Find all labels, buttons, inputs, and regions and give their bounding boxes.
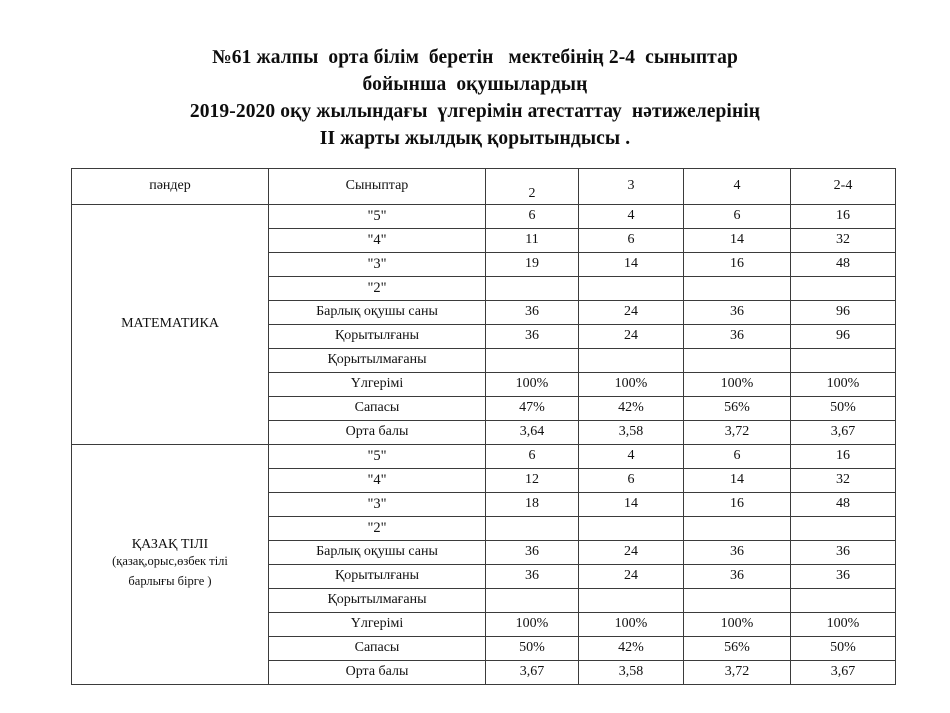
data-cell [791, 589, 896, 613]
row-label-cell: "2" [269, 517, 486, 541]
data-cell: 6 [486, 445, 579, 469]
data-cell: 32 [791, 229, 896, 253]
table-header-row [72, 169, 896, 205]
data-cell: 6 [579, 469, 684, 493]
title-line-1: №61 жалпы орта білім беретін мектебінің 2-4 сыныптар [212, 47, 738, 68]
title-line-3: 2019-2020 оқу жылындағы үлгерімін атестаттау нәтижелерінің [189, 101, 761, 122]
results-table-container [71, 168, 895, 685]
header-cell-class-2: 2 [486, 169, 579, 205]
row-label-cell: "5" [269, 445, 486, 469]
row-label-cell: Барлық оқушы саны [269, 301, 486, 325]
row-label-cell: Қорытылмағаны [269, 589, 486, 613]
row-label-cell: Үлгерімі [269, 373, 486, 397]
data-cell [791, 517, 896, 541]
data-cell: 96 [791, 325, 896, 349]
data-cell: 36 [791, 541, 896, 565]
data-cell: 3,58 [579, 421, 684, 445]
data-cell: 6 [684, 445, 791, 469]
data-cell: 3,58 [579, 661, 684, 685]
data-cell: 36 [486, 541, 579, 565]
header-cell-class-2-4: 2-4 [791, 169, 896, 205]
data-cell: 100% [684, 373, 791, 397]
data-cell [486, 589, 579, 613]
row-label-cell: Орта балы [269, 661, 486, 685]
row-label-cell: Сапасы [269, 397, 486, 421]
data-cell: 4 [579, 205, 684, 229]
data-cell: 36 [791, 565, 896, 589]
data-cell: 6 [579, 229, 684, 253]
header-cell-classes: Сыныптар [269, 169, 486, 205]
data-cell [579, 517, 684, 541]
document-title [0, 44, 950, 152]
data-cell [684, 349, 791, 373]
title-line-4: II жарты жылдық қорытындысы . [319, 128, 631, 149]
data-cell: 42% [579, 397, 684, 421]
data-cell [791, 349, 896, 373]
data-cell: 16 [791, 445, 896, 469]
data-cell: 36 [486, 565, 579, 589]
row-label-cell: "4" [269, 469, 486, 493]
data-cell: 4 [579, 445, 684, 469]
data-cell [684, 589, 791, 613]
table-row [72, 205, 896, 229]
data-cell: 50% [791, 637, 896, 661]
data-cell: 100% [579, 373, 684, 397]
row-label-cell: Үлгерімі [269, 613, 486, 637]
data-cell: 14 [684, 229, 791, 253]
row-label-cell: Барлық оқушы саны [269, 541, 486, 565]
row-label-cell: Орта балы [269, 421, 486, 445]
table-row [72, 445, 896, 469]
data-cell: 36 [684, 565, 791, 589]
row-label-cell: Қорытылмағаны [269, 349, 486, 373]
data-cell: 32 [791, 469, 896, 493]
data-cell: 11 [486, 229, 579, 253]
row-label-cell: "3" [269, 253, 486, 277]
row-label-cell: Қорытылғаны [269, 565, 486, 589]
data-cell: 14 [579, 493, 684, 517]
data-cell [579, 277, 684, 301]
data-cell [486, 517, 579, 541]
data-cell: 100% [791, 613, 896, 637]
data-cell: 36 [684, 325, 791, 349]
data-cell: 14 [684, 469, 791, 493]
data-cell: 3,67 [791, 421, 896, 445]
subject-subtitle-line-1: (қазақ,орыс,өзбек тілі [112, 554, 228, 569]
row-label-cell: "5" [269, 205, 486, 229]
data-cell: 6 [486, 205, 579, 229]
data-cell: 3,64 [486, 421, 579, 445]
data-cell: 3,72 [684, 421, 791, 445]
data-cell: 47% [486, 397, 579, 421]
data-cell: 56% [684, 637, 791, 661]
data-cell: 36 [486, 301, 579, 325]
data-cell [791, 277, 896, 301]
data-cell: 16 [684, 253, 791, 277]
data-cell: 100% [791, 373, 896, 397]
data-cell: 24 [579, 301, 684, 325]
data-cell: 12 [486, 469, 579, 493]
data-cell: 16 [791, 205, 896, 229]
data-cell: 36 [684, 541, 791, 565]
row-label-cell: "4" [269, 229, 486, 253]
subject-cell [72, 205, 269, 445]
row-label-cell: Сапасы [269, 637, 486, 661]
data-cell [684, 517, 791, 541]
data-cell: 48 [791, 253, 896, 277]
data-cell: 3,67 [791, 661, 896, 685]
data-cell [486, 349, 579, 373]
data-cell: 100% [579, 613, 684, 637]
data-cell [684, 277, 791, 301]
data-cell: 16 [684, 493, 791, 517]
data-cell: 48 [791, 493, 896, 517]
header-cell-subject: пәндер [72, 169, 269, 205]
data-cell: 19 [486, 253, 579, 277]
data-cell: 14 [579, 253, 684, 277]
title-line-2: бойынша оқушылардың [362, 74, 588, 95]
data-cell: 24 [579, 565, 684, 589]
data-cell: 42% [579, 637, 684, 661]
data-cell: 3,67 [486, 661, 579, 685]
header-cell-class-3: 3 [579, 169, 684, 205]
data-cell: 100% [486, 613, 579, 637]
subject-cell [72, 445, 269, 685]
row-label-cell: "2" [269, 277, 486, 301]
data-cell: 50% [791, 397, 896, 421]
data-cell: 56% [684, 397, 791, 421]
subject-name: ҚАЗАҚ ТІЛІ [131, 536, 209, 552]
data-cell [579, 349, 684, 373]
subject-subtitle-line-2: барлығы бірге ) [128, 573, 212, 588]
data-cell: 6 [684, 205, 791, 229]
data-cell [579, 589, 684, 613]
data-cell: 100% [684, 613, 791, 637]
data-cell: 18 [486, 493, 579, 517]
results-table [71, 168, 896, 685]
data-cell: 96 [791, 301, 896, 325]
data-cell: 50% [486, 637, 579, 661]
row-label-cell: Қорытылғаны [269, 325, 486, 349]
data-cell: 36 [684, 301, 791, 325]
data-cell: 100% [486, 373, 579, 397]
data-cell: 24 [579, 541, 684, 565]
row-label-cell: "3" [269, 493, 486, 517]
header-cell-class-4: 4 [684, 169, 791, 205]
data-cell: 24 [579, 325, 684, 349]
data-cell: 3,72 [684, 661, 791, 685]
data-cell: 36 [486, 325, 579, 349]
data-cell [486, 277, 579, 301]
subject-name: МАТЕМАТИКА [121, 316, 219, 332]
